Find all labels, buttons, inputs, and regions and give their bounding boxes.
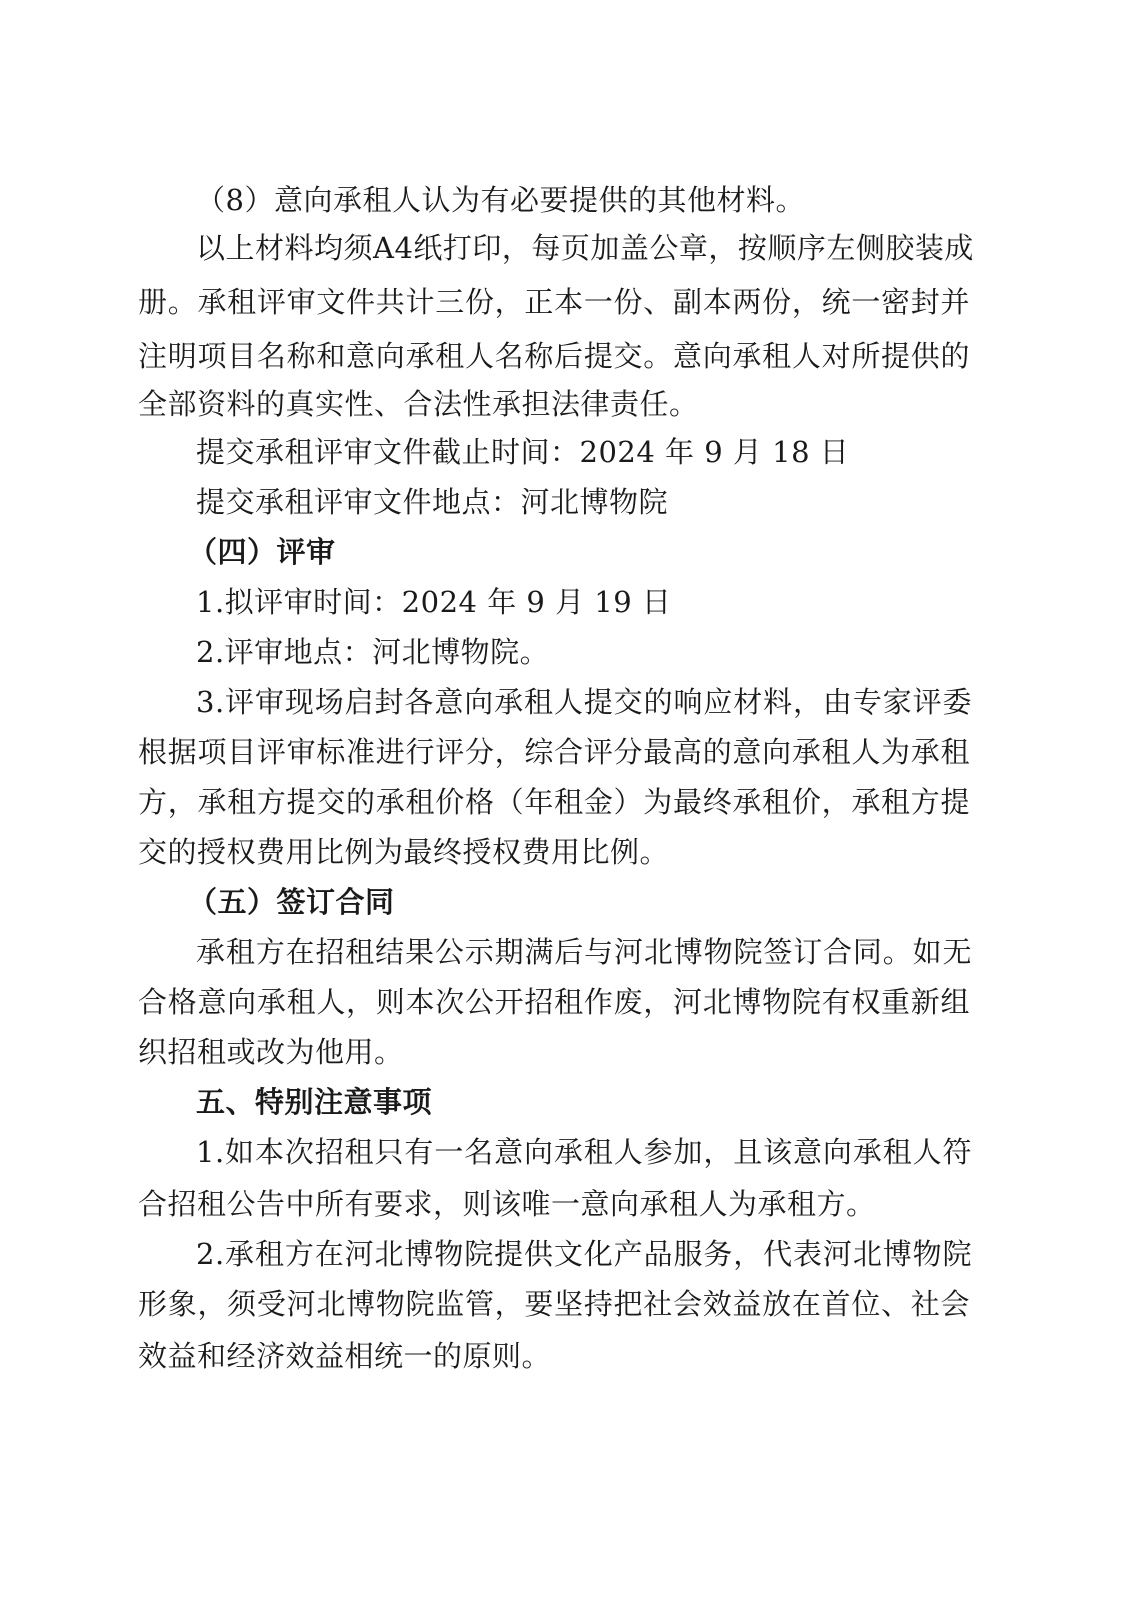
paragraph-line: 2.评审地点：河北博物院。 [196, 635, 550, 669]
paragraph-line: 提交承租评审文件截止时间：2024 年 9 月 18 日 [196, 435, 850, 469]
paragraph-line: 2.承租方在河北博物院提供文化产品服务，代表河北博物院 [196, 1237, 972, 1271]
paragraph-line: 3.评审现场启封各意向承租人提交的响应材料，由专家评委 [196, 685, 972, 719]
paragraph-line: 合格意向承租人，则本次公开招租作废，河北博物院有权重新组 [138, 985, 970, 1019]
paragraph-line: 1.如本次招租只有一名意向承租人参加，且该意向承租人符 [196, 1135, 972, 1169]
paragraph-line: 册。承租评审文件共计三份，正本一份、副本两份，统一密封并 [138, 285, 970, 319]
paragraph-line: 合招租公告中所有要求，则该唯一意向承租人为承租方。 [138, 1187, 876, 1221]
paragraph-line: 织招租或改为他用。 [138, 1035, 404, 1069]
paragraph-line: 承租方在招租结果公示期满后与河北博物院签订合同。如无 [196, 935, 972, 969]
section-heading: （五）签订合同 [188, 885, 395, 919]
paragraph-line: 方，承租方提交的承租价格（年租金）为最终承租价，承租方提 [138, 785, 970, 819]
paragraph-line: 提交承租评审文件地点：河北博物院 [196, 485, 669, 519]
paragraph-line: 形象，须受河北博物院监管，要坚持把社会效益放在首位、社会 [138, 1287, 970, 1321]
paragraph-line: 根据项目评审标准进行评分，综合评分最高的意向承租人为承租 [138, 735, 970, 769]
paragraph-line: 以上材料均须A4纸打印，每页加盖公章，按顺序左侧胶装成 [196, 231, 974, 265]
paragraph-line: 效益和经济效益相统一的原则。 [138, 1339, 552, 1373]
paragraph-line: 1.拟评审时间：2024 年 9 月 19 日 [196, 585, 672, 619]
section-heading: （四）评审 [188, 535, 336, 569]
paragraph-line: （8）意向承租人认为有必要提供的其他材料。 [196, 183, 805, 217]
section-heading: 五、特别注意事项 [196, 1085, 433, 1119]
paragraph-line: 交的授权费用比例为最终授权费用比例。 [138, 835, 670, 869]
paragraph-line: 全部资料的真实性、合法性承担法律责任。 [138, 387, 699, 421]
paragraph-line: 注明项目名称和意向承租人名称后提交。意向承租人对所提供的 [138, 339, 970, 373]
